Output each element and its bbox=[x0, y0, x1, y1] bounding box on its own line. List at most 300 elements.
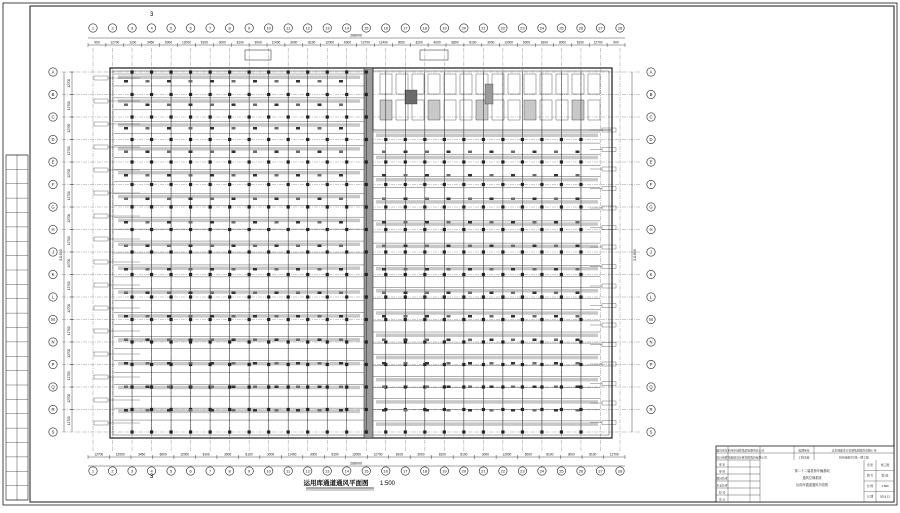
structural-column bbox=[365, 183, 368, 186]
structural-column bbox=[209, 205, 212, 208]
structural-column bbox=[560, 273, 563, 276]
fan-unit bbox=[425, 268, 429, 271]
structural-column bbox=[209, 250, 212, 253]
fan-unit bbox=[490, 221, 494, 224]
left-overall-dimension: 211600 bbox=[59, 249, 63, 261]
row-axis-label: M bbox=[649, 317, 653, 323]
track-bed-left bbox=[118, 362, 360, 366]
track-bed-right bbox=[376, 267, 598, 271]
structural-column bbox=[462, 295, 465, 298]
structural-column bbox=[345, 205, 348, 208]
structural-column bbox=[462, 363, 465, 366]
office-room bbox=[572, 74, 584, 94]
structural-column bbox=[130, 160, 133, 163]
structural-column bbox=[209, 160, 212, 163]
dimension-label: 6000 bbox=[524, 452, 532, 457]
fan-unit bbox=[447, 151, 451, 154]
structural-column bbox=[248, 205, 251, 208]
fan-unit bbox=[296, 292, 300, 295]
structural-column bbox=[404, 318, 407, 321]
fan-unit bbox=[275, 386, 279, 389]
fan-unit bbox=[490, 362, 494, 365]
fan-unit bbox=[275, 292, 279, 295]
row-axis-label: Q bbox=[649, 384, 653, 390]
fan-unit bbox=[210, 339, 214, 342]
row-axis-label: D bbox=[51, 137, 55, 143]
dimension-label: 12000 bbox=[115, 452, 125, 457]
structural-column bbox=[130, 385, 133, 388]
row-axis-label: K bbox=[649, 272, 653, 278]
structural-column bbox=[130, 93, 133, 96]
fan-unit bbox=[124, 339, 128, 342]
office-room bbox=[524, 74, 536, 94]
fan-unit bbox=[232, 198, 236, 201]
dimension-label: 8100 bbox=[331, 452, 339, 457]
structural-column bbox=[540, 273, 543, 276]
structural-column bbox=[521, 340, 524, 343]
structural-column bbox=[267, 318, 270, 321]
track-bed-left bbox=[118, 338, 360, 342]
fan-unit bbox=[296, 339, 300, 342]
structural-column bbox=[443, 385, 446, 388]
column-axis-label: 21 bbox=[481, 25, 486, 31]
fan-unit bbox=[404, 221, 408, 224]
column-axis-label: 6 bbox=[189, 468, 192, 474]
structural-column bbox=[579, 318, 582, 321]
structural-column bbox=[560, 138, 563, 141]
dimension-label: 12700 bbox=[94, 452, 104, 457]
structural-column bbox=[443, 318, 446, 321]
structural-column bbox=[560, 250, 563, 253]
structural-column bbox=[189, 70, 192, 73]
fan-unit bbox=[296, 245, 300, 248]
dimension-label: 3450 bbox=[147, 40, 155, 45]
right-overall-dimension: 211600 bbox=[633, 249, 637, 261]
structural-column bbox=[287, 385, 290, 388]
title-block-center-line: 通风空调系统 bbox=[802, 476, 822, 480]
column-axis-label: 4 bbox=[150, 468, 153, 474]
column-axis-label: 23 bbox=[520, 25, 525, 31]
structural-column bbox=[560, 430, 563, 433]
fan-unit bbox=[382, 268, 386, 271]
structural-column bbox=[423, 183, 426, 186]
structural-column bbox=[345, 93, 348, 96]
structural-column bbox=[326, 363, 329, 366]
column-axis-label: 24 bbox=[539, 25, 545, 31]
fan-unit bbox=[189, 268, 193, 271]
fan-unit bbox=[404, 151, 408, 154]
structural-column bbox=[579, 250, 582, 253]
fan-unit bbox=[146, 127, 150, 130]
fan-unit bbox=[167, 80, 171, 83]
track-bed-left bbox=[118, 195, 360, 199]
dimension-label: 3000 bbox=[224, 452, 232, 457]
fan-unit bbox=[210, 221, 214, 224]
fan-unit bbox=[124, 292, 128, 295]
structural-column bbox=[306, 205, 309, 208]
track-bed-left bbox=[118, 99, 360, 103]
title-block-value: 广州地铁设计研究院股份有限公司 bbox=[725, 455, 767, 460]
structural-column bbox=[326, 228, 329, 231]
column-axis-label: 3 bbox=[130, 468, 134, 474]
fan-unit bbox=[189, 127, 193, 130]
row-axis-label: C bbox=[649, 114, 653, 120]
structural-column bbox=[189, 115, 192, 118]
dimension-label: 12700 bbox=[373, 452, 383, 457]
column-axis-label: 23 bbox=[520, 468, 525, 474]
fan-unit bbox=[253, 174, 257, 177]
fan-unit bbox=[318, 292, 322, 295]
structural-column bbox=[384, 273, 387, 276]
structural-column bbox=[345, 408, 348, 411]
structural-column bbox=[130, 273, 133, 276]
fan-unit bbox=[232, 174, 236, 177]
office-room bbox=[428, 100, 440, 120]
fan-unit bbox=[382, 198, 386, 201]
structural-column bbox=[404, 183, 407, 186]
office-room bbox=[524, 100, 536, 120]
structural-column bbox=[560, 205, 563, 208]
column-axis-label: 18 bbox=[422, 25, 428, 31]
fan-unit bbox=[318, 245, 322, 248]
fan-unit bbox=[576, 292, 580, 295]
fan-unit bbox=[210, 268, 214, 271]
structural-column bbox=[326, 295, 329, 298]
row-axis-label: E bbox=[649, 159, 653, 165]
tag-box bbox=[94, 329, 108, 333]
office-room bbox=[572, 100, 584, 120]
office-room bbox=[492, 74, 504, 94]
fan-unit bbox=[318, 104, 322, 107]
dimension-label: 8100 bbox=[202, 452, 210, 457]
fan-unit bbox=[146, 362, 150, 365]
title-block-field-label: 图 号 bbox=[866, 473, 874, 478]
fan-unit bbox=[447, 221, 451, 224]
structural-column bbox=[248, 363, 251, 366]
fan-unit bbox=[404, 362, 408, 365]
structural-column bbox=[365, 340, 368, 343]
structural-column bbox=[267, 430, 270, 433]
row-axis-label: M bbox=[51, 317, 55, 323]
column-axis-label: 1 bbox=[91, 25, 95, 31]
column-axis-label: 22 bbox=[500, 468, 506, 474]
structural-column bbox=[306, 363, 309, 366]
structural-column bbox=[365, 228, 368, 231]
row-axis-label: Q bbox=[51, 384, 55, 390]
structural-column bbox=[404, 228, 407, 231]
structural-column bbox=[365, 250, 368, 253]
structural-column bbox=[228, 385, 231, 388]
fan-unit bbox=[124, 174, 128, 177]
structural-column bbox=[228, 70, 231, 73]
structural-column bbox=[130, 183, 133, 186]
fan-unit bbox=[253, 362, 257, 365]
dimension-label: 8100 bbox=[438, 452, 446, 457]
fan-unit bbox=[576, 386, 580, 389]
structural-column bbox=[384, 205, 387, 208]
structural-column bbox=[482, 250, 485, 253]
fan-unit bbox=[210, 174, 214, 177]
structural-column bbox=[462, 430, 465, 433]
structural-column bbox=[326, 430, 329, 433]
fan-unit bbox=[124, 151, 128, 154]
structural-column bbox=[248, 318, 251, 321]
fan-unit bbox=[554, 386, 558, 389]
structural-column bbox=[326, 183, 329, 186]
column-axis-label: 11 bbox=[286, 25, 291, 31]
structural-column bbox=[482, 228, 485, 231]
structural-column bbox=[560, 363, 563, 366]
structural-column bbox=[443, 183, 446, 186]
structural-column bbox=[150, 295, 153, 298]
fan-unit bbox=[124, 80, 128, 83]
title-block-field-label: 设 阶 bbox=[866, 463, 874, 467]
fan-unit bbox=[490, 386, 494, 389]
fan-unit bbox=[339, 221, 343, 224]
structural-column bbox=[443, 205, 446, 208]
structural-column bbox=[248, 430, 251, 433]
track-bed-left bbox=[118, 410, 360, 414]
fan-unit bbox=[275, 151, 279, 154]
structural-column bbox=[130, 115, 133, 118]
fan-unit bbox=[554, 315, 558, 318]
structural-column bbox=[306, 318, 309, 321]
fan-unit bbox=[232, 268, 236, 271]
title-block-label: 审 定 bbox=[718, 462, 726, 467]
row-axis-label: N bbox=[649, 339, 653, 345]
column-axis-label: 19 bbox=[442, 25, 447, 31]
structural-column bbox=[579, 430, 582, 433]
structural-column bbox=[482, 295, 485, 298]
structural-column bbox=[209, 295, 212, 298]
fan-unit bbox=[232, 362, 236, 365]
fan-unit bbox=[275, 198, 279, 201]
structural-column bbox=[482, 408, 485, 411]
fan-unit bbox=[275, 339, 279, 342]
fan-unit bbox=[189, 386, 193, 389]
structural-column bbox=[423, 160, 426, 163]
structural-column bbox=[560, 228, 563, 231]
structural-column bbox=[521, 205, 524, 208]
fan-unit bbox=[253, 221, 257, 224]
structural-column bbox=[248, 273, 251, 276]
fan-unit bbox=[468, 245, 472, 248]
fan-unit bbox=[404, 292, 408, 295]
structural-column bbox=[228, 228, 231, 231]
structural-column bbox=[228, 160, 231, 163]
fan-unit bbox=[425, 221, 429, 224]
structural-column bbox=[345, 318, 348, 321]
fan-unit bbox=[490, 292, 494, 295]
fan-unit bbox=[275, 245, 279, 248]
structural-column bbox=[482, 138, 485, 141]
structural-column bbox=[443, 363, 446, 366]
fan-unit bbox=[382, 315, 386, 318]
dimension-label: 3450 bbox=[138, 452, 146, 457]
structural-column bbox=[423, 250, 426, 253]
column-axis-label: 20 bbox=[461, 25, 467, 31]
structural-column bbox=[150, 273, 153, 276]
office-room bbox=[444, 74, 456, 94]
structural-column bbox=[189, 295, 192, 298]
fan-unit bbox=[382, 151, 386, 154]
structural-column bbox=[345, 138, 348, 141]
tag-box bbox=[94, 76, 108, 80]
track-bed-left bbox=[118, 243, 360, 247]
fan-unit bbox=[124, 386, 128, 389]
title-block-label: 校 对 bbox=[718, 490, 726, 495]
structural-column bbox=[326, 160, 329, 163]
structural-column bbox=[462, 250, 465, 253]
fan-unit bbox=[382, 362, 386, 365]
tag-box bbox=[94, 398, 108, 402]
column-axis-label: 10 bbox=[266, 468, 271, 474]
column-axis-label: 14 bbox=[344, 25, 349, 31]
fan-unit bbox=[167, 174, 171, 177]
fan-unit bbox=[253, 292, 257, 295]
fan-unit bbox=[232, 151, 236, 154]
structural-column bbox=[267, 273, 270, 276]
fan-unit bbox=[124, 245, 128, 248]
left-dimension-label: 12700 bbox=[67, 393, 71, 403]
fan-unit bbox=[447, 174, 451, 177]
fan-unit bbox=[275, 221, 279, 224]
row-axis-label: S bbox=[649, 429, 653, 435]
fan-unit bbox=[296, 409, 300, 412]
fan-unit bbox=[468, 151, 472, 154]
column-axis-label: 7 bbox=[208, 25, 212, 31]
fan-unit bbox=[146, 409, 150, 412]
structural-column bbox=[365, 385, 368, 388]
fan-unit bbox=[296, 362, 300, 365]
fan-unit bbox=[146, 386, 150, 389]
structural-column bbox=[365, 408, 368, 411]
tag-box bbox=[94, 260, 108, 264]
track-bed-left bbox=[118, 290, 360, 294]
fan-unit bbox=[189, 221, 193, 224]
fan-unit bbox=[232, 292, 236, 295]
structural-column bbox=[579, 340, 582, 343]
fan-unit bbox=[146, 315, 150, 318]
building-plan bbox=[94, 50, 616, 438]
fan-unit bbox=[490, 245, 494, 248]
structural-column bbox=[189, 430, 192, 433]
fan-unit bbox=[124, 315, 128, 318]
fan-unit bbox=[146, 339, 150, 342]
fan-unit bbox=[253, 80, 257, 83]
structural-column bbox=[189, 228, 192, 231]
fan-unit bbox=[490, 174, 494, 177]
fan-unit bbox=[447, 362, 451, 365]
structural-column bbox=[384, 160, 387, 163]
fan-unit bbox=[576, 268, 580, 271]
fan-unit bbox=[339, 127, 343, 130]
structural-column bbox=[150, 205, 153, 208]
fan-unit bbox=[210, 386, 214, 389]
structural-column bbox=[404, 138, 407, 141]
fan-unit bbox=[189, 245, 193, 248]
column-axis-label: 25 bbox=[559, 468, 564, 474]
structural-column bbox=[462, 273, 465, 276]
structural-column bbox=[540, 430, 543, 433]
structural-column bbox=[384, 228, 387, 231]
structural-column bbox=[248, 70, 251, 73]
column-axis-label: 22 bbox=[500, 25, 506, 31]
tag-box bbox=[94, 122, 108, 126]
fan-unit bbox=[232, 245, 236, 248]
office-room bbox=[508, 74, 520, 94]
structural-column bbox=[482, 385, 485, 388]
structural-column bbox=[540, 363, 543, 366]
fan-unit bbox=[253, 339, 257, 342]
structural-column bbox=[267, 115, 270, 118]
dimension-label: 3000 bbox=[267, 452, 275, 457]
overall-dimension-bottom: 268000 bbox=[350, 461, 362, 466]
structural-column bbox=[540, 340, 543, 343]
structural-column bbox=[287, 430, 290, 433]
title-block bbox=[716, 446, 894, 502]
structural-column bbox=[228, 93, 231, 96]
fan-unit bbox=[232, 221, 236, 224]
fan-unit bbox=[189, 339, 193, 342]
fan-unit bbox=[447, 339, 451, 342]
track-bed-left bbox=[118, 314, 360, 318]
fan-unit bbox=[447, 386, 451, 389]
fan-unit bbox=[210, 409, 214, 412]
structural-column bbox=[540, 138, 543, 141]
fan-unit bbox=[210, 151, 214, 154]
column-axis-label: 27 bbox=[598, 468, 603, 474]
structural-column bbox=[365, 318, 368, 321]
fan-unit bbox=[210, 292, 214, 295]
structural-column bbox=[501, 340, 504, 343]
tag-box bbox=[94, 375, 108, 379]
fan-unit bbox=[339, 174, 343, 177]
row-axis-label: D bbox=[649, 137, 653, 143]
structural-column bbox=[365, 138, 368, 141]
structural-column bbox=[423, 228, 426, 231]
axis-grid bbox=[62, 48, 640, 452]
structural-column bbox=[501, 250, 504, 253]
structural-column bbox=[150, 138, 153, 141]
drawing-title-group bbox=[150, 12, 396, 490]
fan-unit bbox=[210, 362, 214, 365]
fan-unit bbox=[533, 292, 537, 295]
fan-unit bbox=[275, 80, 279, 83]
dimension-label: 8100 bbox=[540, 40, 548, 45]
column-axis-label: 8 bbox=[228, 25, 231, 31]
title-block-label: 设 计 bbox=[718, 497, 726, 502]
structural-column bbox=[482, 318, 485, 321]
dimension-label: 12700 bbox=[361, 40, 370, 45]
structural-column bbox=[579, 295, 582, 298]
dimension-label: 8100 bbox=[415, 40, 423, 45]
dimension-label: 3000 bbox=[567, 452, 575, 457]
fan-unit bbox=[468, 221, 472, 224]
structural-column bbox=[540, 295, 543, 298]
structural-column bbox=[482, 160, 485, 163]
structural-column bbox=[130, 295, 133, 298]
structural-column bbox=[150, 160, 153, 163]
title-block-value: 北京城建设计发展集团股份有限公司 bbox=[831, 448, 877, 453]
structural-column bbox=[248, 93, 251, 96]
fan-unit bbox=[167, 386, 171, 389]
structural-column bbox=[150, 385, 153, 388]
track-bed-left bbox=[118, 147, 360, 151]
dimension-label: 11400 bbox=[379, 40, 388, 45]
structural-column bbox=[306, 295, 309, 298]
structural-column bbox=[209, 183, 212, 186]
